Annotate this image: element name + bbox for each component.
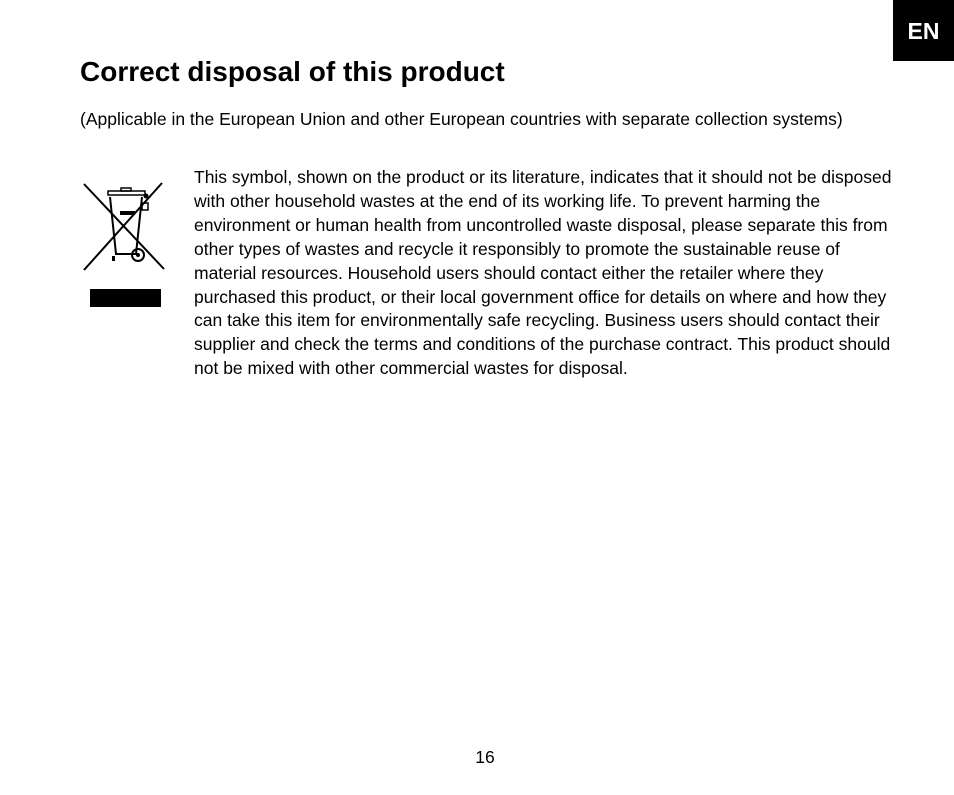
weee-symbol-bar — [90, 289, 161, 307]
applicability-note: (Applicable in the European Union and other European countries with separate collection systems) — [80, 109, 843, 129]
page-number: 16 — [475, 747, 495, 767]
disposal-instructions-text: This symbol, shown on the product or its literature, indicates that it should not be disposed with other household wastes at the end of its working life. To prevent harming the environment or human health from uncontrolled waste disposal, please separate this from other types of wastes and recycle it responsibly to promote the sustainable reuse of material resources. Household users should contact either the retailer where they purchased this product, or their local government office for details on where and how they can take this item for environmentally safe recycling. Business users should contact their supplier and check the terms and conditions of the purchase contract. This product should not be mixed with other commercial wastes for disposal. — [194, 167, 892, 379]
language-tab-label: EN — [907, 18, 940, 44]
crossed-out-wheelie-bin-icon — [80, 178, 168, 274]
page-title: Correct disposal of this product — [80, 56, 505, 87]
language-tab — [893, 0, 954, 61]
